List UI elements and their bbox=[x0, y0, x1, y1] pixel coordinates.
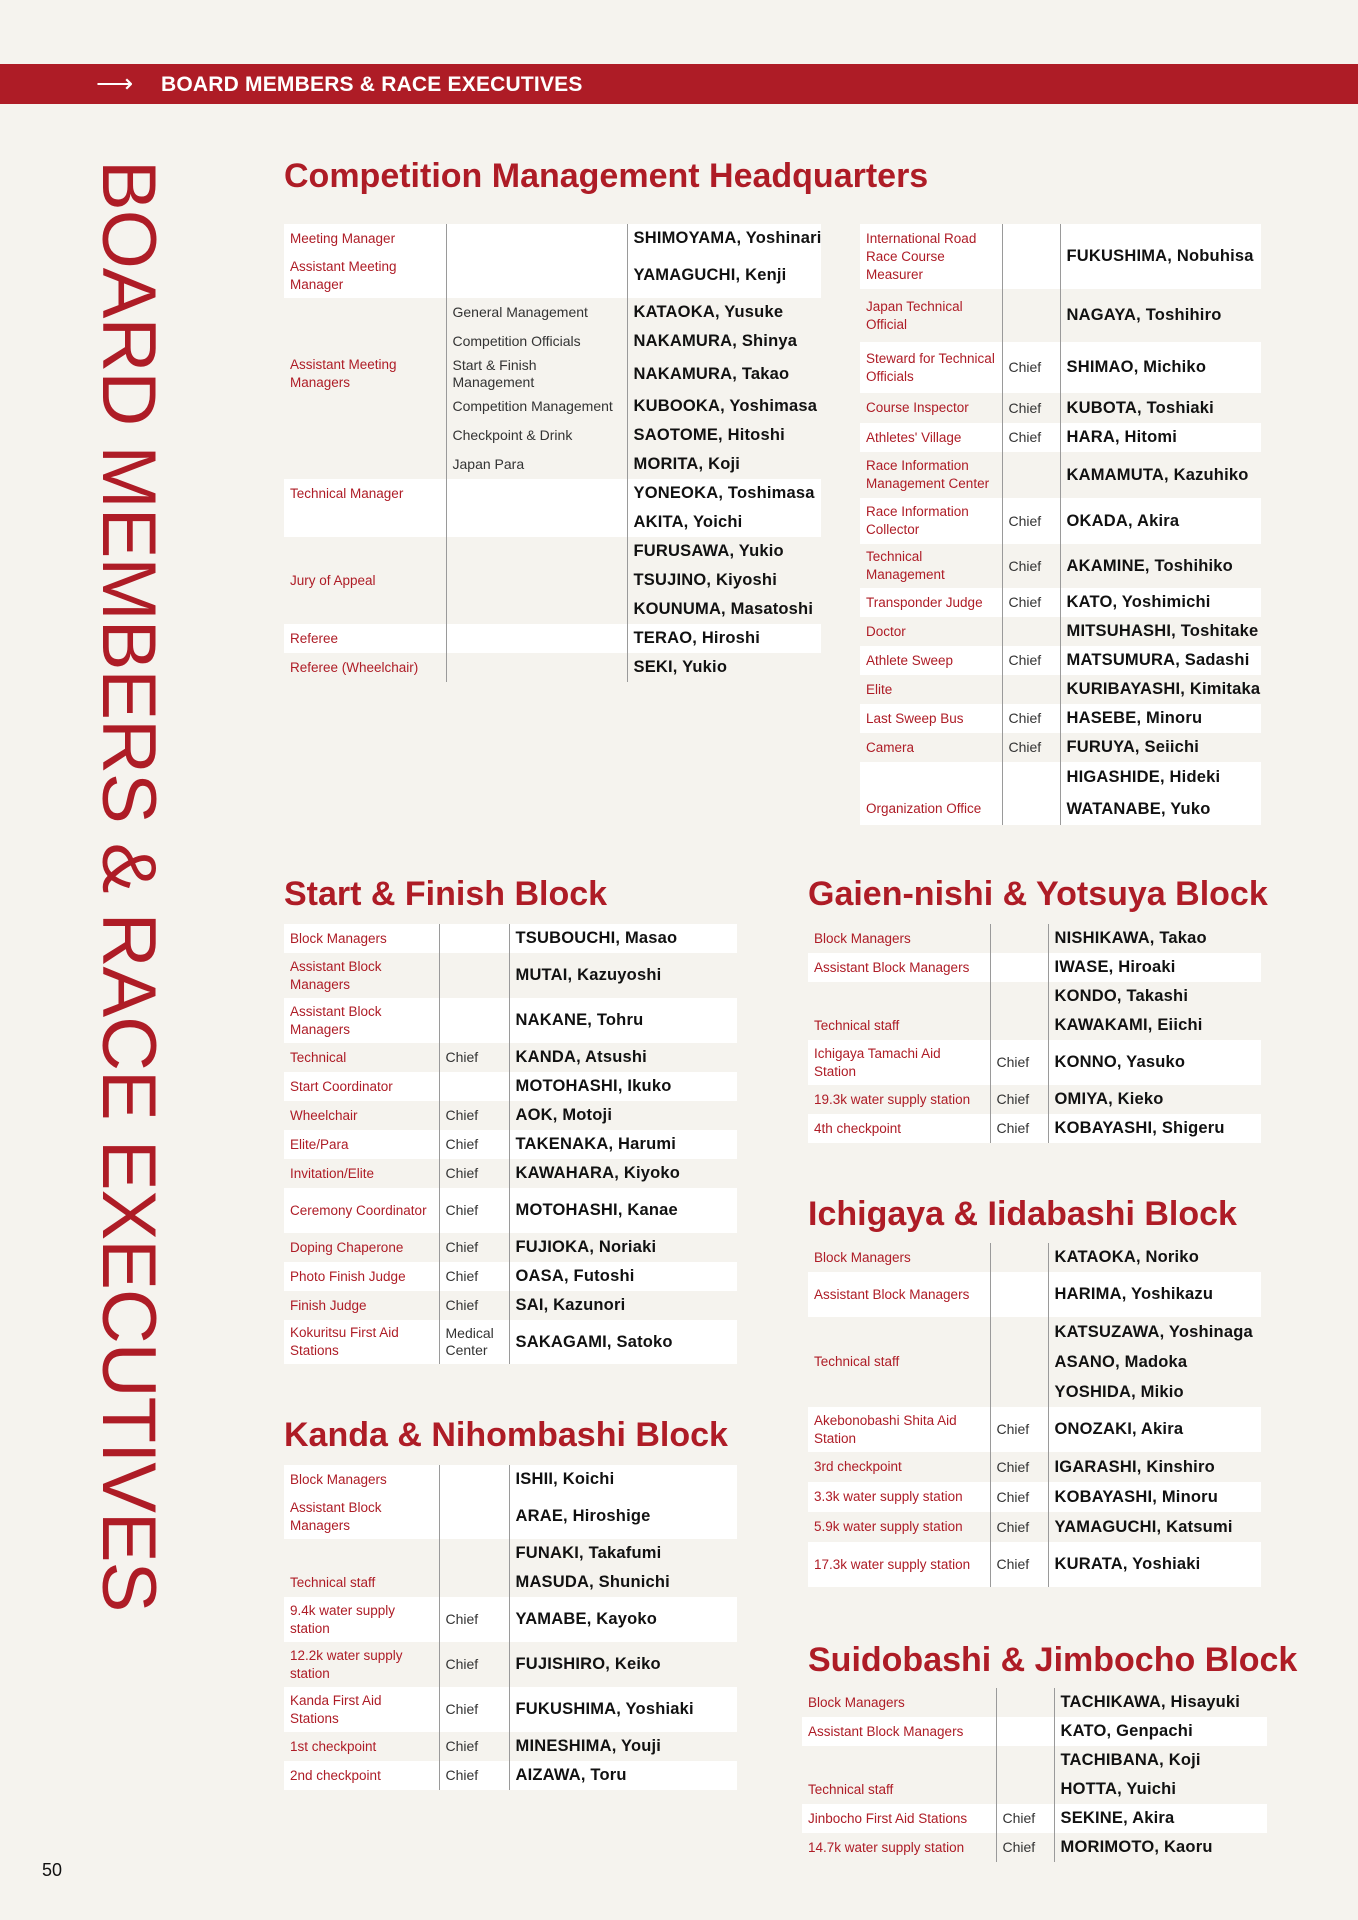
name-cell: MITSUHASHI, Toshitake bbox=[1060, 617, 1261, 646]
sub-cell bbox=[446, 479, 627, 508]
ichigaya-iidabashi-title-block bbox=[808, 1194, 1237, 1234]
sub-cell: Chief bbox=[439, 1130, 509, 1159]
sub-cell: General Management bbox=[446, 298, 627, 327]
role-cell: Doping Chaperone bbox=[284, 1233, 439, 1262]
sub-cell bbox=[1002, 675, 1060, 704]
sub-cell bbox=[990, 953, 1048, 982]
name-cell: MATSUMURA, Sadashi bbox=[1060, 646, 1261, 675]
role-cell bbox=[860, 762, 1002, 793]
sub-cell: Chief bbox=[439, 1043, 509, 1072]
sub-cell bbox=[446, 253, 627, 298]
name-cell: YOSHIDA, Mikio bbox=[1048, 1377, 1261, 1407]
sub-cell: Competition Management bbox=[446, 392, 627, 421]
sub-cell: Japan Para bbox=[446, 450, 627, 479]
name-cell: MORITA, Koji bbox=[627, 450, 821, 479]
name-cell: TACHIKAWA, Hisayuki bbox=[1054, 1688, 1267, 1717]
role-cell: Transponder Judge bbox=[860, 588, 1002, 617]
role-cell bbox=[284, 537, 446, 566]
role-cell: Wheelchair bbox=[284, 1101, 439, 1130]
name-cell: SEKINE, Akira bbox=[1054, 1804, 1267, 1833]
sub-cell bbox=[1002, 224, 1060, 289]
role-cell bbox=[284, 595, 446, 624]
sub-cell: Chief bbox=[1002, 588, 1060, 617]
role-cell: 4th checkpoint bbox=[808, 1114, 990, 1143]
role-cell bbox=[808, 1377, 990, 1407]
role-cell: Ichigaya Tamachi Aid Station bbox=[808, 1040, 990, 1085]
sub-cell bbox=[1002, 289, 1060, 342]
role-cell: Race Information Collector bbox=[860, 498, 1002, 544]
role-cell: Technical staff bbox=[802, 1775, 996, 1804]
name-cell: KOUNUMA, Masatoshi bbox=[627, 595, 821, 624]
role-cell: Technical staff bbox=[808, 1347, 990, 1377]
role-cell: Block Managers bbox=[808, 1243, 990, 1272]
kanda-nihombashi-table bbox=[284, 1465, 737, 1790]
role-cell: Block Managers bbox=[802, 1688, 996, 1717]
role-cell: Meeting Manager bbox=[284, 224, 446, 253]
sub-cell: Competition Officials bbox=[446, 327, 627, 356]
sub-cell bbox=[990, 1011, 1048, 1040]
name-cell: AIZAWA, Toru bbox=[509, 1761, 737, 1790]
competition-hq-title-block bbox=[284, 156, 928, 196]
name-cell: KURATA, Yoshiaki bbox=[1048, 1542, 1261, 1587]
sub-cell: Start & Finish Management bbox=[446, 356, 627, 392]
role-cell: 9.4k water supply station bbox=[284, 1597, 439, 1642]
sub-cell: Chief bbox=[439, 1732, 509, 1761]
name-cell: FUNAKI, Takafumi bbox=[509, 1539, 737, 1568]
role-cell: 3.3k water supply station bbox=[808, 1482, 990, 1512]
section-title: Gaien-nishi & Yotsuya Block bbox=[808, 875, 1268, 913]
sub-cell bbox=[439, 953, 509, 998]
sub-cell bbox=[1002, 762, 1060, 793]
suidobashi-jimbocho-table bbox=[802, 1688, 1267, 1862]
sub-cell: Chief bbox=[1002, 544, 1060, 588]
name-cell: FUKUSHIMA, Nobuhisa bbox=[1060, 224, 1261, 289]
section-title: Ichigaya & Iidabashi Block bbox=[808, 1195, 1237, 1233]
role-cell: 19.3k water supply station bbox=[808, 1085, 990, 1114]
role-cell: Block Managers bbox=[284, 924, 439, 953]
name-cell: NISHIKAWA, Takao bbox=[1048, 924, 1261, 953]
header-title: BOARD MEMBERS & RACE EXECUTIVES bbox=[161, 73, 583, 96]
sub-cell bbox=[996, 1746, 1054, 1775]
role-cell: Finish Judge bbox=[284, 1291, 439, 1320]
role-cell: 5.9k water supply station bbox=[808, 1512, 990, 1542]
name-cell: HOTTA, Yuichi bbox=[1054, 1775, 1267, 1804]
sub-cell bbox=[990, 1272, 1048, 1317]
role-cell bbox=[284, 1539, 439, 1568]
start-finish-title-block bbox=[284, 874, 607, 914]
sub-cell bbox=[990, 1377, 1048, 1407]
name-cell: OMIYA, Kieko bbox=[1048, 1085, 1261, 1114]
name-cell: YAMABE, Kayoko bbox=[509, 1597, 737, 1642]
role-cell: Doctor bbox=[860, 617, 1002, 646]
suidobashi-jimbocho-title-block bbox=[808, 1640, 1297, 1680]
name-cell: AOK, Motoji bbox=[509, 1101, 737, 1130]
sub-cell bbox=[996, 1717, 1054, 1746]
role-cell: Assistant Meeting Manager bbox=[284, 253, 446, 298]
sub-cell bbox=[1002, 452, 1060, 498]
sub-cell: Chief bbox=[1002, 498, 1060, 544]
name-cell: ARAE, Hiroshige bbox=[509, 1494, 737, 1539]
role-cell: Akebonobashi Shita Aid Station bbox=[808, 1407, 990, 1452]
sub-cell bbox=[1002, 793, 1060, 825]
gaien-nishi-title-block bbox=[808, 874, 1268, 914]
role-cell: Technical Manager bbox=[284, 479, 446, 508]
role-cell: Assistant Block Managers bbox=[802, 1717, 996, 1746]
sub-cell bbox=[990, 1243, 1048, 1272]
sub-cell bbox=[990, 1317, 1048, 1347]
name-cell: KONNO, Yasuko bbox=[1048, 1040, 1261, 1085]
name-cell: MOTOHASHI, Kanae bbox=[509, 1188, 737, 1233]
name-cell: SAI, Kazunori bbox=[509, 1291, 737, 1320]
name-cell: IGARASHI, Kinshiro bbox=[1048, 1452, 1261, 1482]
sub-cell: Chief bbox=[439, 1291, 509, 1320]
sub-cell bbox=[446, 508, 627, 537]
name-cell: NAKAMURA, Takao bbox=[627, 356, 821, 392]
role-cell: Technical staff bbox=[808, 1011, 990, 1040]
role-cell: Athletes' Village bbox=[860, 423, 1002, 452]
name-cell: KURIBAYASHI, Kimitaka bbox=[1060, 675, 1261, 704]
name-cell: FURUYA, Seiichi bbox=[1060, 733, 1261, 762]
role-cell: Steward for Technical Officials bbox=[860, 342, 1002, 393]
name-cell: KATAOKA, Noriko bbox=[1048, 1243, 1261, 1272]
role-cell: Kokuritsu First Aid Stations bbox=[284, 1320, 439, 1364]
role-cell: 12.2k water supply station bbox=[284, 1642, 439, 1687]
sub-cell: Chief bbox=[990, 1114, 1048, 1143]
name-cell: YONEOKA, Toshimasa bbox=[627, 479, 821, 508]
sub-cell bbox=[1002, 617, 1060, 646]
sub-cell bbox=[446, 224, 627, 253]
name-cell: KATO, Genpachi bbox=[1054, 1717, 1267, 1746]
name-cell: KOBAYASHI, Minoru bbox=[1048, 1482, 1261, 1512]
name-cell: FUKUSHIMA, Yoshiaki bbox=[509, 1687, 737, 1732]
sub-cell: Chief bbox=[990, 1407, 1048, 1452]
sub-cell bbox=[990, 1347, 1048, 1377]
name-cell: IWASE, Hiroaki bbox=[1048, 953, 1261, 982]
name-cell: KOBAYASHI, Shigeru bbox=[1048, 1114, 1261, 1143]
role-cell bbox=[808, 1317, 990, 1347]
sub-cell: Medical Center bbox=[439, 1320, 509, 1364]
name-cell: SHIMOYAMA, Yoshinari bbox=[627, 224, 821, 253]
section-title: Competition Management Headquarters bbox=[284, 157, 929, 195]
role-cell: Photo Finish Judge bbox=[284, 1262, 439, 1291]
role-cell: Technical staff bbox=[284, 1568, 439, 1597]
sub-cell: Chief bbox=[439, 1597, 509, 1642]
name-cell: KATAOKA, Yusuke bbox=[627, 298, 821, 327]
sub-cell: Chief bbox=[990, 1452, 1048, 1482]
name-cell: ONOZAKI, Akira bbox=[1048, 1407, 1261, 1452]
sub-cell bbox=[996, 1688, 1054, 1717]
role-cell bbox=[808, 982, 990, 1011]
role-cell bbox=[284, 298, 446, 327]
sub-cell: Checkpoint & Drink bbox=[446, 421, 627, 450]
sub-cell: Chief bbox=[439, 1101, 509, 1130]
sub-cell bbox=[439, 1494, 509, 1539]
sub-cell bbox=[439, 998, 509, 1043]
name-cell: FUJIOKA, Noriaki bbox=[509, 1233, 737, 1262]
role-cell: Assistant Block Managers bbox=[808, 1272, 990, 1317]
role-cell: Assistant Block Managers bbox=[284, 953, 439, 998]
role-cell: 17.3k water supply station bbox=[808, 1542, 990, 1587]
name-cell: AKITA, Yoichi bbox=[627, 508, 821, 537]
gaien-nishi-table bbox=[808, 924, 1261, 1143]
role-cell: Japan Technical Official bbox=[860, 289, 1002, 342]
name-cell: TSUBOUCHI, Masao bbox=[509, 924, 737, 953]
sub-cell: Chief bbox=[990, 1040, 1048, 1085]
sub-cell: Chief bbox=[990, 1482, 1048, 1512]
name-cell: KANDA, Atsushi bbox=[509, 1043, 737, 1072]
role-cell: 3rd checkpoint bbox=[808, 1452, 990, 1482]
ichigaya-iidabashi-table bbox=[808, 1243, 1261, 1587]
sub-cell: Chief bbox=[439, 1642, 509, 1687]
role-cell: Assistant Block Managers bbox=[284, 998, 439, 1043]
name-cell: ASANO, Madoka bbox=[1048, 1347, 1261, 1377]
name-cell: SAKAGAMI, Satoko bbox=[509, 1320, 737, 1364]
name-cell: KUBOTA, Toshiaki bbox=[1060, 393, 1261, 423]
sub-cell bbox=[446, 566, 627, 595]
name-cell: HARIMA, Yoshikazu bbox=[1048, 1272, 1261, 1317]
sub-cell bbox=[439, 1072, 509, 1101]
role-cell: International Road Race Course Measurer bbox=[860, 224, 1002, 289]
sub-cell: Chief bbox=[990, 1512, 1048, 1542]
arrow-right-icon: ⟶ bbox=[96, 68, 134, 98]
name-cell: SHIMAO, Michiko bbox=[1060, 342, 1261, 393]
name-cell: AKAMINE, Toshihiko bbox=[1060, 544, 1261, 588]
role-cell: Block Managers bbox=[808, 924, 990, 953]
section-title: Start & Finish Block bbox=[284, 875, 608, 913]
sub-cell bbox=[446, 624, 627, 653]
sub-cell bbox=[446, 595, 627, 624]
sub-cell: Chief bbox=[990, 1542, 1048, 1587]
role-cell bbox=[284, 327, 446, 356]
role-cell: Elite/Para bbox=[284, 1130, 439, 1159]
role-cell: Camera bbox=[860, 733, 1002, 762]
name-cell: KATO, Yoshimichi bbox=[1060, 588, 1261, 617]
sub-cell: Chief bbox=[990, 1085, 1048, 1114]
role-cell bbox=[284, 450, 446, 479]
role-cell: Block Managers bbox=[284, 1465, 439, 1494]
role-cell: Ceremony Coordinator bbox=[284, 1188, 439, 1233]
name-cell: TACHIBANA, Koji bbox=[1054, 1746, 1267, 1775]
name-cell: MOTOHASHI, Ikuko bbox=[509, 1072, 737, 1101]
role-cell: Course Inspector bbox=[860, 393, 1002, 423]
sub-cell bbox=[439, 1568, 509, 1597]
sub-cell bbox=[446, 537, 627, 566]
name-cell: KATSUZAWA, Yoshinaga bbox=[1048, 1317, 1261, 1347]
role-cell: Assistant Block Managers bbox=[284, 1494, 439, 1539]
sub-cell: Chief bbox=[439, 1188, 509, 1233]
role-cell: Organization Office bbox=[860, 793, 1002, 825]
role-cell bbox=[284, 508, 446, 537]
sub-cell: Chief bbox=[1002, 393, 1060, 423]
name-cell: OKADA, Akira bbox=[1060, 498, 1261, 544]
sub-cell bbox=[439, 1465, 509, 1494]
competition-hq-table bbox=[284, 224, 821, 682]
section-title: Suidobashi & Jimbocho Block bbox=[808, 1641, 1298, 1679]
name-cell: KAWAKAMI, Eiichi bbox=[1048, 1011, 1261, 1040]
role-cell bbox=[284, 392, 446, 421]
name-cell: NAKANE, Tohru bbox=[509, 998, 737, 1043]
role-cell: Kanda First Aid Stations bbox=[284, 1687, 439, 1732]
name-cell: TERAO, Hiroshi bbox=[627, 624, 821, 653]
role-cell: Start Coordinator bbox=[284, 1072, 439, 1101]
sub-cell: Chief bbox=[1002, 646, 1060, 675]
role-cell: Technical bbox=[284, 1043, 439, 1072]
name-cell: NAKAMURA, Shinya bbox=[627, 327, 821, 356]
sub-cell bbox=[990, 924, 1048, 953]
sub-cell: Chief bbox=[1002, 704, 1060, 733]
competition-hq-right-table bbox=[860, 224, 1261, 825]
role-cell: Elite bbox=[860, 675, 1002, 704]
section-title: Kanda & Nihombashi Block bbox=[284, 1416, 728, 1454]
role-cell: Last Sweep Bus bbox=[860, 704, 1002, 733]
name-cell: KUBOOKA, Yoshimasa bbox=[627, 392, 821, 421]
sub-cell bbox=[996, 1775, 1054, 1804]
sub-cell bbox=[439, 1539, 509, 1568]
name-cell: FUJISHIRO, Keiko bbox=[509, 1642, 737, 1687]
sub-cell: Chief bbox=[439, 1262, 509, 1291]
kanda-nihombashi-title-block bbox=[284, 1415, 728, 1455]
role-cell: Technical Management bbox=[860, 544, 1002, 588]
vertical-title: BOARD MEMBERS & RACE EXECUTIVES bbox=[86, 160, 171, 1612]
sub-cell: Chief bbox=[1002, 423, 1060, 452]
sub-cell: Chief bbox=[996, 1833, 1054, 1862]
sub-cell: Chief bbox=[996, 1804, 1054, 1833]
name-cell: SAOTOME, Hitoshi bbox=[627, 421, 821, 450]
name-cell: MASUDA, Shunichi bbox=[509, 1568, 737, 1597]
name-cell: KAWAHARA, Kiyoko bbox=[509, 1159, 737, 1188]
role-cell: 14.7k water supply station bbox=[802, 1833, 996, 1862]
start-finish-table bbox=[284, 924, 737, 1364]
name-cell: NAGAYA, Toshihiro bbox=[1060, 289, 1261, 342]
name-cell: MUTAI, Kazuyoshi bbox=[509, 953, 737, 998]
name-cell: TSUJINO, Kiyoshi bbox=[627, 566, 821, 595]
role-cell: Referee (Wheelchair) bbox=[284, 653, 446, 682]
header-band bbox=[0, 64, 1358, 104]
sub-cell: Chief bbox=[439, 1159, 509, 1188]
role-cell: Referee bbox=[284, 624, 446, 653]
name-cell: FURUSAWA, Yukio bbox=[627, 537, 821, 566]
role-cell: 1st checkpoint bbox=[284, 1732, 439, 1761]
role-cell: Athlete Sweep bbox=[860, 646, 1002, 675]
name-cell: HIGASHIDE, Hideki bbox=[1060, 762, 1261, 793]
role-cell bbox=[802, 1746, 996, 1775]
name-cell: YAMAGUCHI, Kenji bbox=[627, 253, 821, 298]
role-cell: Assistant Meeting Managers bbox=[284, 356, 446, 392]
role-cell: Jinbocho First Aid Stations bbox=[802, 1804, 996, 1833]
name-cell: KONDO, Takashi bbox=[1048, 982, 1261, 1011]
role-cell bbox=[284, 421, 446, 450]
name-cell: ISHII, Koichi bbox=[509, 1465, 737, 1494]
sub-cell: Chief bbox=[439, 1761, 509, 1790]
name-cell: TAKENAKA, Harumi bbox=[509, 1130, 737, 1159]
role-cell: 2nd checkpoint bbox=[284, 1761, 439, 1790]
name-cell: SEKI, Yukio bbox=[627, 653, 821, 682]
sub-cell: Chief bbox=[1002, 342, 1060, 393]
name-cell: WATANABE, Yuko bbox=[1060, 793, 1261, 825]
name-cell: HASEBE, Minoru bbox=[1060, 704, 1261, 733]
sub-cell: Chief bbox=[1002, 733, 1060, 762]
sub-cell bbox=[446, 653, 627, 682]
name-cell: OASA, Futoshi bbox=[509, 1262, 737, 1291]
role-cell: Race Information Management Center bbox=[860, 452, 1002, 498]
name-cell: MORIMOTO, Kaoru bbox=[1054, 1833, 1267, 1862]
name-cell: HARA, Hitomi bbox=[1060, 423, 1261, 452]
sub-cell: Chief bbox=[439, 1687, 509, 1732]
sub-cell: Chief bbox=[439, 1233, 509, 1262]
sub-cell bbox=[990, 982, 1048, 1011]
sub-cell bbox=[439, 924, 509, 953]
page-number: 50 bbox=[42, 1860, 63, 1880]
role-cell: Invitation/Elite bbox=[284, 1159, 439, 1188]
name-cell: MINESHIMA, Youji bbox=[509, 1732, 737, 1761]
role-cell: Jury of Appeal bbox=[284, 566, 446, 595]
role-cell: Assistant Block Managers bbox=[808, 953, 990, 982]
name-cell: KAMAMUTA, Kazuhiko bbox=[1060, 452, 1261, 498]
name-cell: YAMAGUCHI, Katsumi bbox=[1048, 1512, 1261, 1542]
